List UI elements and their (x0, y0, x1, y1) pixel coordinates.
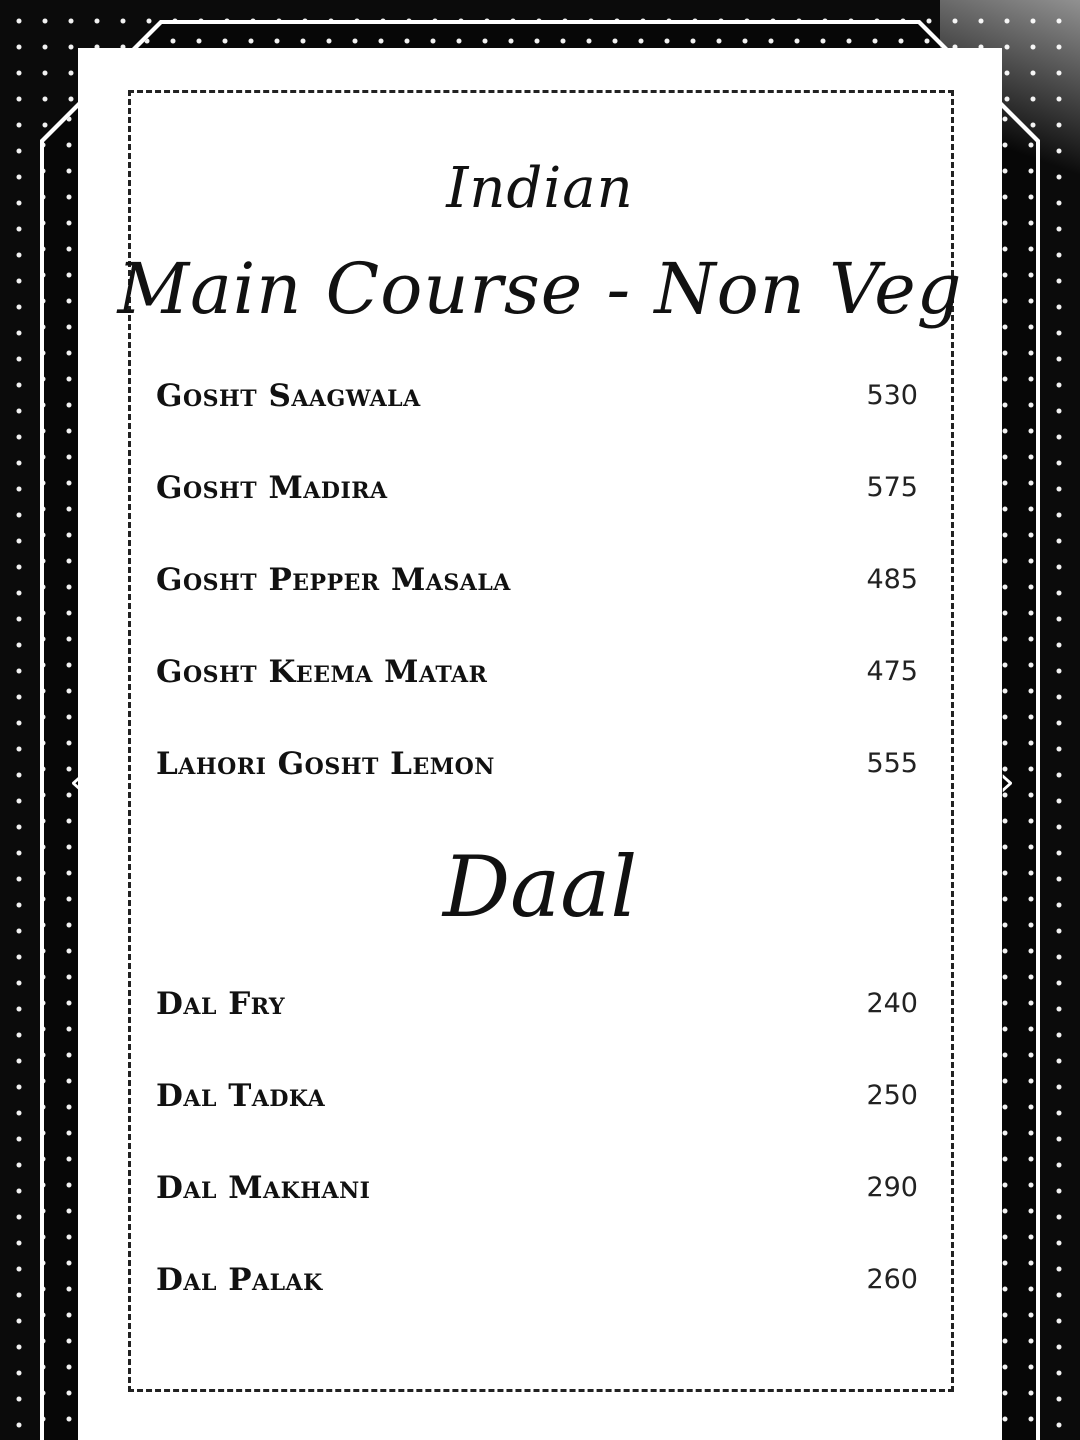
menu-page (78, 48, 1002, 1440)
menu-item (156, 1078, 918, 1118)
menu-item (156, 378, 918, 418)
item-name: Gosht Keema Matar (156, 654, 488, 690)
chevron-right-icon[interactable]: › (999, 759, 1015, 805)
chevron-left-icon[interactable]: ‹ (69, 759, 85, 805)
section-title: Main Course - Non Veg (117, 248, 963, 330)
item-name: Gosht Pepper Masala (156, 562, 511, 598)
menu-item (156, 1262, 918, 1302)
daal-title: Daal (442, 838, 638, 936)
menu-item (156, 470, 918, 510)
item-name: Lahori Gosht Lemon (156, 746, 495, 782)
item-price: 575 (866, 472, 918, 503)
item-price: 260 (866, 1264, 918, 1295)
menu-item (156, 746, 918, 786)
item-price: 475 (866, 656, 918, 687)
item-name: Dal Tadka (156, 1078, 326, 1114)
item-price: 485 (866, 564, 918, 595)
item-name: Gosht Saagwala (156, 378, 421, 414)
item-price: 250 (866, 1080, 918, 1111)
menu-item (156, 1170, 918, 1210)
item-name: Gosht Madira (156, 470, 388, 506)
cuisine-title: Indian (446, 156, 634, 221)
item-price: 290 (866, 1172, 918, 1203)
item-name: Dal Palak (156, 1262, 323, 1298)
menu-item (156, 986, 918, 1026)
item-name: Dal Makhani (156, 1170, 371, 1206)
item-name: Dal Fry (156, 986, 286, 1022)
menu-item (156, 654, 918, 694)
item-price: 555 (866, 748, 918, 779)
menu-item (156, 562, 918, 602)
item-price: 530 (866, 380, 918, 411)
item-price: 240 (866, 988, 918, 1019)
